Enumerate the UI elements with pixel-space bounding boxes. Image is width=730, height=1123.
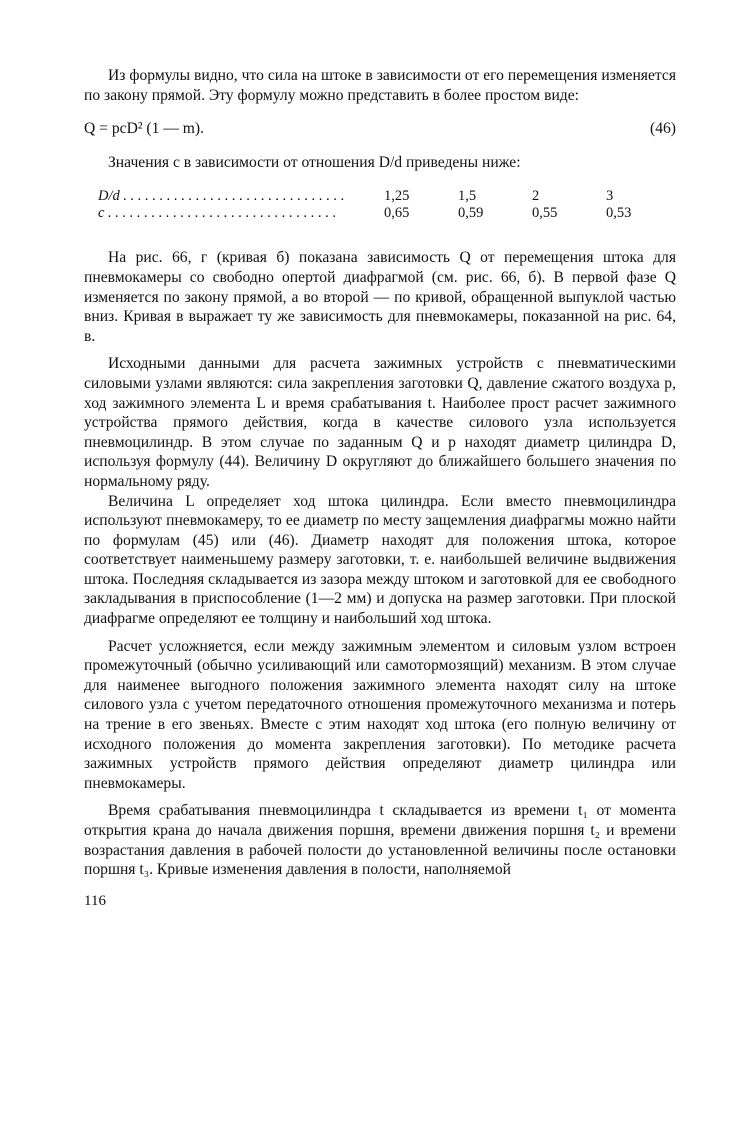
table-cell: 0,65 <box>384 205 410 222</box>
table-label-ratio: D/d . . . . . . . . . . . . . . . . . . . . . . . . . . . . . . . <box>98 188 345 205</box>
paragraph-input-data: Исходными данными для расчета зажимных устройств с пневматическими силовыми узлами являются: сила закрепления заготовки Q, давление сжатого воздуха p, ход зажимного элемента L и время срабатывания t. Наиболее прост расчет зажимного устройства прямого действия, когда в качестве силового узла используется пневмоцилиндр. В этом случае по заданным Q и p находят диаметр цилиндра D, используя формулу (44). Величину D округляют до ближайшего большего значения по нормальному ряду. <box>84 355 676 490</box>
paragraph-complex-calc: Расчет усложняется, если между зажимным элементом и силовым узлом встроен промежуточный (обычно усиливающий или самотормозящий) механизм. В этом случае для наименее выгодного положения зажимного элемента находят силу на штоке силового узла с учетом передаточного отношения промежуточного механизма и потерь на трение в его звеньях. Вместе с этим находят ход штока (его полную величину от исходного положения до момента закрепления заготовки). По методике расчета зажимных устройств прямого действия определяют диаметр цилиндра или пневмокамеры. <box>84 637 676 792</box>
table-row-c <box>98 205 676 222</box>
table-cell: 0,55 <box>532 205 558 222</box>
table-cell: 2 <box>532 188 540 205</box>
paragraph-values-intro: Значения c в зависимости от отношения D/d приведены ниже: <box>108 153 521 171</box>
values-table <box>98 188 676 222</box>
page-body <box>84 66 676 911</box>
formula-text: Q = pcD² (1 — m). <box>84 120 205 138</box>
table-row-ratio <box>98 188 676 205</box>
page-number: 116 <box>84 892 106 909</box>
formula-46 <box>84 119 676 139</box>
table-label-c: c . . . . . . . . . . . . . . . . . . . . . . . . . . . . . . . . <box>98 205 337 222</box>
table-cell: 3 <box>606 188 614 205</box>
paragraph-intro: Из формулы видно, что сила на штоке в зависимости от его перемещения изменяется по закону прямой. Эту формулу можно представить в более простом виде: <box>84 67 676 104</box>
paragraph-stroke: Величина L определяет ход штока цилиндра. Если вместо пневмоцилиндра используют пневмокамеру, то ее диаметр по месту защемления диафрагмы можно найти по формулам (45) или (46). Диаметр находят для положения штока, которое соответствует наименьшему размеру заготовки, т. е. наибольшей величине выдвижения штока. Последняя складывается из зазора между штоком и заготовкой для ее свободного закладывания в приспособление (1—2 мм) и допуска на размер заготовки. При плоской диафрагме определяют ее толщину и наибольший ход штока. <box>84 492 676 628</box>
paragraph-fig66: На рис. 66, г (кривая б) показана зависимость Q от перемещения штока для пневмокамеры со свободно опертой диафрагмой (см. рис. 66, б). В первой фазе Q изменяется по закону прямой, а во второй — по кривой, обращенной выпуклой частью вниз. Кривая в выражает ту же зависимость для пневмокамеры, показанной на рис. 64, в. <box>84 249 676 345</box>
table-cell: 1,25 <box>384 188 410 205</box>
table-cell: 0,53 <box>606 205 632 222</box>
table-cell: 0,59 <box>458 205 484 222</box>
table-cell: 1,5 <box>458 188 477 205</box>
paragraph-response-time: Время срабатывания пневмоцилиндра t складывается из времени t₁ от момента открытия крана до начала движения поршня, времени движения поршня t₂ и времени возрастания давления в рабочей полости до установленной величины после остановки поршня t₃. Кривые изменения давления в полости, наполняемой <box>84 802 676 879</box>
formula-number: (46) <box>650 120 676 138</box>
